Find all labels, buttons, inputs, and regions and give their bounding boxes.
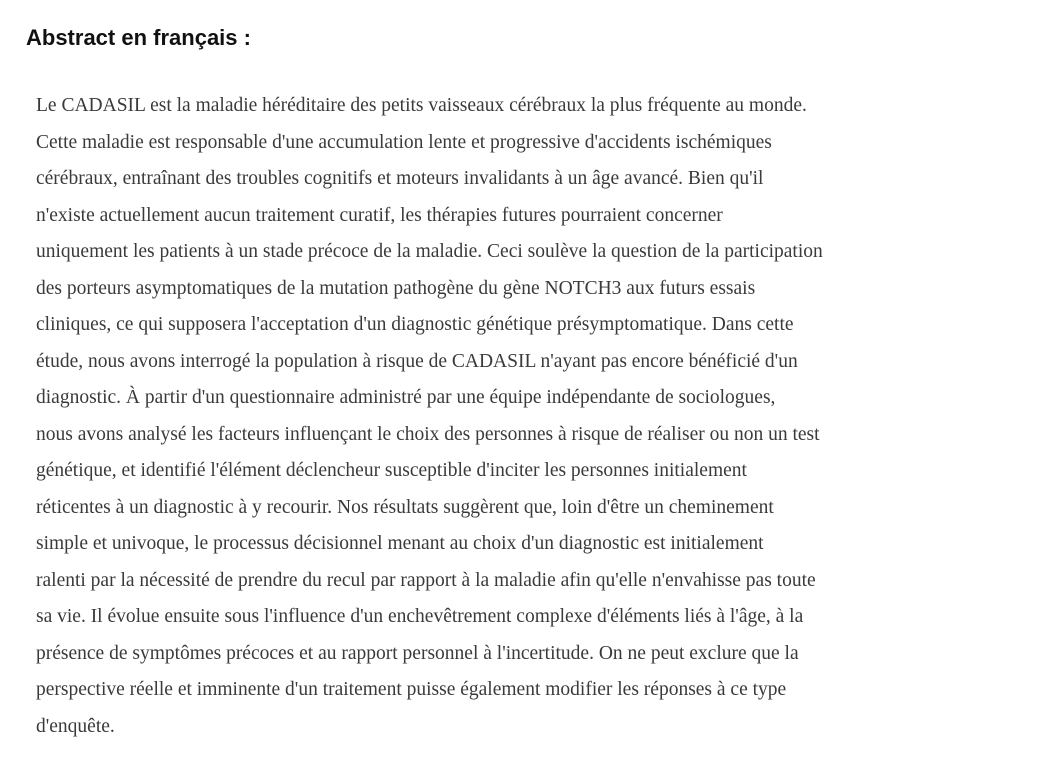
abstract-line: n'existe actuellement aucun traitement curatif, les thérapies futures pourraient concerner: [36, 204, 723, 226]
abstract-line: simple et univoque, le processus décisionnel menant au choix d'un diagnostic est initialement: [36, 533, 764, 554]
abstract-line: Le CADASIL est la maladie héréditaire des petits vaisseaux cérébraux la plus fréquente au monde.: [36, 95, 807, 116]
abstract-line: cliniques, ce qui supposera l'acceptation d'un diagnostic génétique présymptomatique. Dans cette: [36, 314, 794, 335]
abstract-line: présence de symptômes précoces et au rapport personnel à l'incertitude. On ne peut exclure que la: [36, 642, 799, 664]
abstract-line: sa vie. Il évolue ensuite sous l'influence d'un enchevêtrement complexe d'éléments liés à l'âge, à la: [36, 606, 804, 627]
abstract-paragraph: [36, 88, 1026, 745]
abstract-line: cérébraux, entraînant des troubles cognitifs et moteurs invalidants à un âge avancé. Bien qu'il: [36, 168, 764, 189]
abstract-line: des porteurs asymptomatiques de la mutation pathogène du gène NOTCH3 aux futurs essais: [36, 277, 756, 299]
abstract-line: d'enquête.: [36, 715, 115, 737]
abstract-line: étude, nous avons interrogé la population à risque de CADASIL n'ayant pas encore bénéficié d'un: [36, 350, 798, 372]
abstract-line: ralenti par la nécessité de prendre du recul par rapport à la maladie afin qu'elle n'envahisse pas toute: [36, 569, 816, 591]
abstract-line: diagnostic. À partir d'un questionnaire administré par une équipe indépendante de sociologues,: [36, 387, 776, 408]
abstract-heading: Abstract en français :: [26, 25, 251, 50]
abstract-line: nous avons analysé les facteurs influençant le choix des personnes à risque de réaliser ou non un test: [36, 423, 820, 445]
abstract-line: Cette maladie est responsable d'une accumulation lente et progressive d'accidents ischémiques: [36, 131, 772, 153]
abstract-line: génétique, et identifié l'élément déclencheur susceptible d'inciter les personnes initialement: [36, 460, 747, 481]
abstract-line: réticentes à un diagnostic à y recourir. Nos résultats suggèrent que, loin d'être un cheminement: [36, 496, 774, 518]
abstract-line: perspective réelle et imminente d'un traitement puisse également modifier les réponses à ce type: [36, 679, 787, 700]
abstract-line: uniquement les patients à un stade précoce de la maladie. Ceci soulève la question de la participation: [36, 241, 823, 262]
